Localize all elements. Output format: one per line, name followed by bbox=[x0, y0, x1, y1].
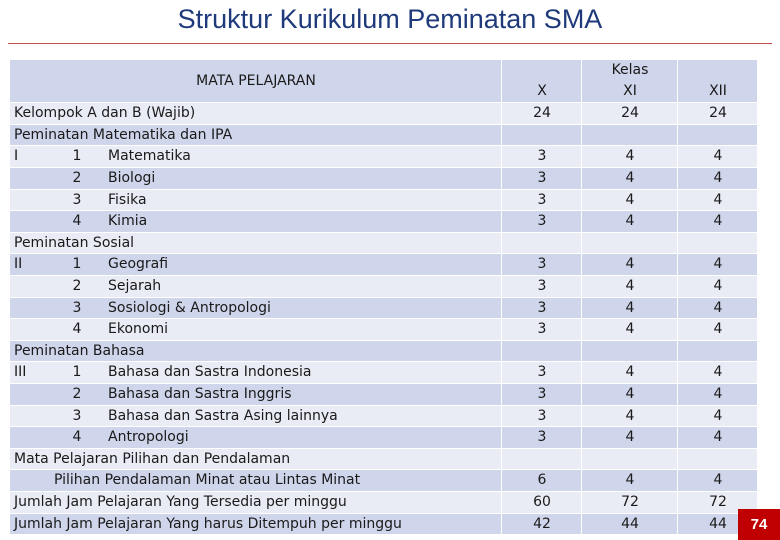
group-numeral: III bbox=[14, 364, 27, 381]
subject-column-header: MATA PELAJARAN bbox=[196, 73, 316, 89]
hours-xi: 4 bbox=[625, 278, 635, 294]
hours-xii: 4 bbox=[713, 429, 723, 446]
row-label: Kelompok A dan B (Wajib) bbox=[14, 105, 196, 122]
hours-xi: 4 bbox=[625, 299, 635, 316]
hours-xii: 4 bbox=[713, 407, 723, 424]
hours-x: 3 bbox=[537, 256, 547, 273]
grade-xi-header: XI bbox=[623, 83, 637, 99]
subject-index: 4 bbox=[72, 429, 82, 446]
hours-x: 3 bbox=[537, 278, 547, 294]
hours-xii: 72 bbox=[709, 494, 727, 510]
page-number-badge: 74 bbox=[738, 509, 780, 540]
hours-xi: 24 bbox=[621, 105, 639, 122]
hours-x: 3 bbox=[537, 386, 547, 402]
hours-xi: 4 bbox=[625, 364, 635, 381]
grade-xii-header: XII bbox=[709, 83, 727, 99]
table-cell bbox=[582, 125, 678, 147]
table-row bbox=[10, 384, 758, 406]
hours-xii: 4 bbox=[713, 364, 723, 381]
hours-x: 6 bbox=[537, 472, 547, 489]
subject-name: Kimia bbox=[108, 213, 148, 230]
table-row bbox=[10, 190, 758, 212]
subject-index: 2 bbox=[72, 386, 82, 402]
hours-xii: 4 bbox=[713, 321, 723, 338]
group-numeral: I bbox=[14, 148, 19, 165]
hours-x: 3 bbox=[537, 191, 547, 208]
table-row bbox=[10, 319, 758, 341]
table-row bbox=[10, 254, 758, 276]
table-row bbox=[10, 449, 758, 471]
table-cell bbox=[502, 233, 582, 255]
hours-x: 3 bbox=[537, 170, 547, 186]
subject-index: 2 bbox=[72, 170, 82, 186]
table-row bbox=[10, 233, 758, 255]
subject-index: 4 bbox=[72, 321, 82, 338]
hours-xii: 4 bbox=[713, 148, 723, 165]
table-cell bbox=[502, 125, 582, 147]
table-row bbox=[10, 276, 758, 298]
table-row bbox=[10, 103, 758, 125]
table-row bbox=[10, 168, 758, 190]
table-row bbox=[10, 298, 758, 320]
table-row bbox=[10, 125, 758, 147]
hours-x: 3 bbox=[537, 213, 547, 230]
table-row bbox=[10, 146, 758, 168]
table-row bbox=[10, 470, 758, 492]
hours-xii: 4 bbox=[713, 170, 723, 186]
table-header bbox=[10, 60, 758, 103]
subject-name: Sejarah bbox=[108, 278, 162, 294]
hours-x: 42 bbox=[533, 515, 551, 532]
table-cell bbox=[678, 341, 758, 363]
table-cell bbox=[502, 341, 582, 363]
row-sublabel: Pilihan Pendalaman Minat atau Lintas Minat bbox=[54, 472, 361, 489]
subject-name: Fisika bbox=[108, 191, 147, 208]
table-cell bbox=[582, 233, 678, 255]
table-row bbox=[10, 514, 758, 536]
table-cell bbox=[678, 449, 758, 471]
row-label: Peminatan Matematika dan IPA bbox=[14, 126, 233, 143]
subject-index: 1 bbox=[72, 364, 82, 381]
hours-x: 3 bbox=[537, 407, 547, 424]
table-row bbox=[10, 362, 758, 384]
hours-xii: 44 bbox=[709, 515, 727, 532]
subject-index: 1 bbox=[72, 256, 82, 273]
row-label: Jumlah Jam Pelajaran Yang Tersedia per minggu bbox=[14, 494, 347, 510]
hours-x: 60 bbox=[533, 494, 551, 510]
table-cell bbox=[678, 233, 758, 255]
subject-index: 3 bbox=[72, 299, 82, 316]
hours-x: 3 bbox=[537, 364, 547, 381]
row-label: Mata Pelajaran Pilihan dan Pendalaman bbox=[14, 450, 291, 467]
hours-xi: 4 bbox=[625, 321, 635, 338]
row-label: Peminatan Sosial bbox=[14, 234, 135, 251]
subject-name: Matematika bbox=[108, 148, 191, 165]
hours-xi: 4 bbox=[625, 472, 635, 489]
subject-name: Bahasa dan Sastra Indonesia bbox=[108, 364, 312, 381]
subject-name: Antropologi bbox=[108, 429, 189, 446]
hours-xii: 4 bbox=[713, 299, 723, 316]
hours-xi: 4 bbox=[625, 148, 635, 165]
hours-x: 24 bbox=[533, 105, 551, 122]
subject-index: 2 bbox=[72, 278, 82, 294]
row-label: Peminatan Bahasa bbox=[14, 342, 145, 359]
hours-xi: 4 bbox=[625, 191, 635, 208]
hours-xii: 4 bbox=[713, 386, 723, 402]
table-row bbox=[10, 211, 758, 233]
subject-name: Bahasa dan Sastra Asing lainnya bbox=[108, 407, 338, 424]
subject-name: Sosiologi & Antropologi bbox=[108, 299, 271, 316]
table-cell bbox=[678, 125, 758, 147]
hours-x: 3 bbox=[537, 299, 547, 316]
subject-index: 3 bbox=[72, 407, 82, 424]
group-numeral: II bbox=[14, 256, 23, 273]
hours-xii: 4 bbox=[713, 278, 723, 294]
hours-xi: 44 bbox=[621, 515, 639, 532]
grade-x-header: X bbox=[537, 83, 547, 99]
table-row bbox=[10, 341, 758, 363]
table-row bbox=[10, 406, 758, 428]
hours-xii: 4 bbox=[713, 191, 723, 208]
hours-xii: 4 bbox=[713, 256, 723, 273]
hours-xi: 4 bbox=[625, 170, 635, 186]
subject-name: Bahasa dan Sastra Inggris bbox=[108, 386, 292, 402]
hours-xii: 24 bbox=[709, 105, 727, 122]
title-divider bbox=[8, 43, 772, 44]
subject-name: Geografi bbox=[108, 256, 169, 273]
hours-xi: 4 bbox=[625, 407, 635, 424]
hours-x: 3 bbox=[537, 321, 547, 338]
hours-xi: 4 bbox=[625, 386, 635, 402]
subject-name: Biologi bbox=[108, 170, 156, 186]
hours-xii: 4 bbox=[713, 472, 723, 489]
hours-x: 3 bbox=[537, 148, 547, 165]
hours-xi: 4 bbox=[625, 213, 635, 230]
page-title: Struktur Kurikulum Peminatan SMA bbox=[177, 4, 603, 34]
hours-x: 3 bbox=[537, 429, 547, 446]
subject-index: 4 bbox=[72, 213, 82, 230]
hours-xii: 4 bbox=[713, 213, 723, 230]
hours-xi: 4 bbox=[625, 429, 635, 446]
table-row bbox=[10, 427, 758, 449]
table-cell bbox=[582, 449, 678, 471]
row-label: Jumlah Jam Pelajaran Yang harus Ditempuh per minggu bbox=[14, 515, 402, 532]
subject-index: 3 bbox=[72, 191, 82, 208]
kelas-column-header: Kelas bbox=[611, 62, 649, 78]
table-cell bbox=[582, 341, 678, 363]
table-row bbox=[10, 492, 758, 514]
table-cell bbox=[502, 449, 582, 471]
subject-name: Ekonomi bbox=[108, 321, 168, 338]
hours-xi: 72 bbox=[621, 494, 639, 510]
hours-xi: 4 bbox=[625, 256, 635, 273]
subject-index: 1 bbox=[72, 148, 82, 165]
